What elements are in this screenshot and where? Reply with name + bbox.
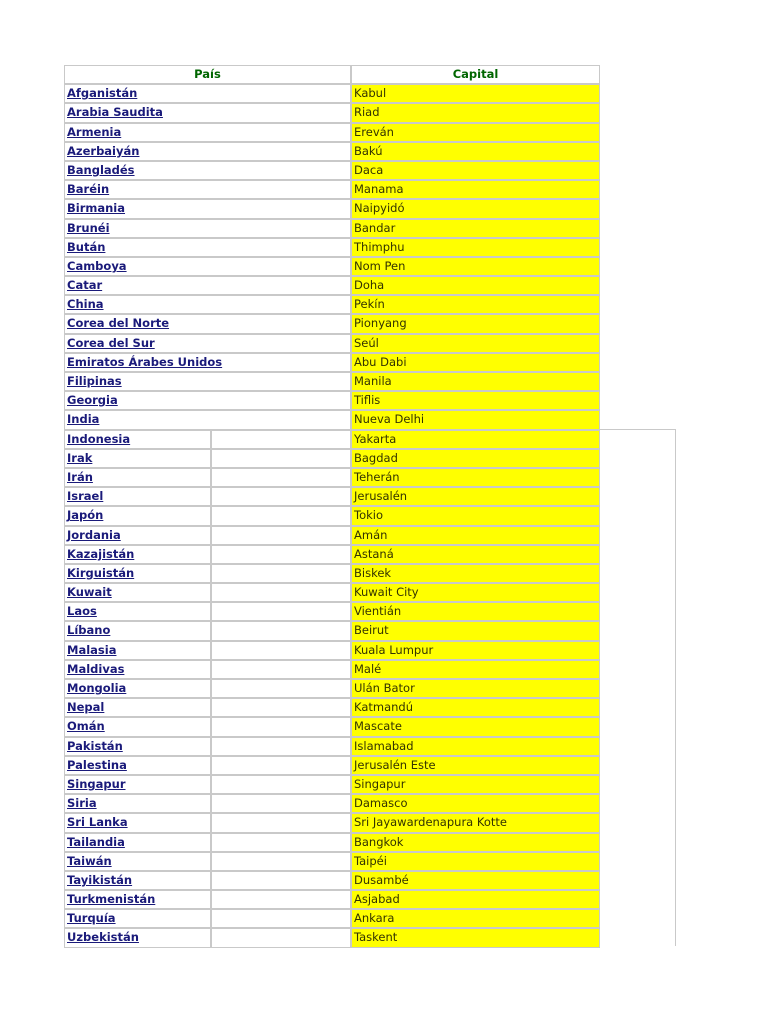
empty-cell (211, 430, 351, 449)
country-cell (64, 353, 351, 372)
country-cell (64, 276, 351, 295)
empty-cell (211, 775, 351, 794)
country-link[interactable]: Birmania (67, 201, 126, 216)
country-link[interactable]: China (67, 297, 104, 312)
country-cell (64, 219, 351, 238)
capital-cell: Naipyidó (351, 199, 600, 218)
capital-cell: Tokio (351, 506, 600, 525)
country-link[interactable]: Maldivas (67, 661, 125, 676)
table-row (64, 775, 600, 794)
country-link[interactable]: Palestina (67, 757, 127, 772)
country-cell (64, 334, 351, 353)
capital-cell: Riad (351, 103, 600, 122)
country-cell (64, 928, 211, 947)
country-link[interactable]: Uzbekistán (67, 930, 139, 945)
table-row (64, 295, 600, 314)
country-cell (64, 410, 351, 429)
country-link[interactable]: Catar (67, 278, 103, 293)
empty-cell (211, 564, 351, 583)
empty-cell (211, 545, 351, 564)
table-row (64, 506, 600, 525)
country-cell (64, 621, 211, 640)
capital-cell: Seúl (351, 334, 600, 353)
table-row (64, 353, 600, 372)
capital-cell: Islamabad (351, 737, 600, 756)
table-row (64, 314, 600, 333)
table-row (64, 813, 600, 832)
country-cell (64, 526, 211, 545)
country-cell (64, 602, 211, 621)
country-link[interactable]: Tailandia (67, 834, 125, 849)
country-link[interactable]: Sri Lanka (67, 815, 128, 830)
country-cell (64, 909, 211, 928)
capital-cell: Bangkok (351, 833, 600, 852)
table-row (64, 161, 600, 180)
capital-cell: Bakú (351, 142, 600, 161)
table-row (64, 928, 600, 947)
country-link[interactable]: Líbano (67, 623, 111, 638)
country-link[interactable]: Irán (67, 469, 93, 484)
country-link[interactable]: Nepal (67, 700, 105, 715)
country-cell (64, 583, 211, 602)
table-row (64, 871, 600, 890)
table-row (64, 717, 600, 736)
table-row (64, 602, 600, 621)
empty-cell (211, 871, 351, 890)
country-link[interactable]: Georgia (67, 393, 118, 408)
capital-cell: Thimphu (351, 238, 600, 257)
empty-cell (211, 526, 351, 545)
empty-cell (211, 487, 351, 506)
country-link[interactable]: Afganistán (67, 86, 138, 101)
country-cell (64, 660, 211, 679)
country-cell (64, 813, 211, 832)
country-link[interactable]: Laos (67, 604, 97, 619)
table-row (64, 84, 600, 103)
country-cell (64, 698, 211, 717)
table-header (64, 65, 600, 84)
country-cell (64, 717, 211, 736)
country-cell (64, 852, 211, 871)
table-row (64, 852, 600, 871)
empty-cell (211, 909, 351, 928)
country-link[interactable]: Irak (67, 450, 93, 465)
capital-cell: Tiflis (351, 391, 600, 410)
country-cell (64, 794, 211, 813)
capital-cell: Nom Pen (351, 257, 600, 276)
table-row (64, 890, 600, 909)
country-cell (64, 123, 351, 142)
table-row (64, 794, 600, 813)
table-row (64, 430, 600, 449)
empty-cell (211, 833, 351, 852)
capital-cell: Jerusalén (351, 487, 600, 506)
capital-cell: Teherán (351, 468, 600, 487)
table-row (64, 545, 600, 564)
capital-cell: Ulán Bator (351, 679, 600, 698)
country-link[interactable]: Arabia Saudita (67, 105, 163, 120)
capital-cell: Pionyang (351, 314, 600, 333)
table-row (64, 257, 600, 276)
country-link[interactable]: Japón (67, 508, 104, 523)
capital-cell: Malé (351, 660, 600, 679)
capital-cell: Taskent (351, 928, 600, 947)
country-link[interactable]: Indonesia (67, 431, 131, 446)
empty-cell (211, 506, 351, 525)
capital-cell: Kuala Lumpur (351, 641, 600, 660)
country-cell (64, 430, 211, 449)
table-row (64, 909, 600, 928)
table-row (64, 123, 600, 142)
country-link[interactable]: Mongolia (67, 681, 127, 695)
table-row (64, 833, 600, 852)
capital-cell: Yakarta (351, 430, 600, 449)
country-cell (64, 545, 211, 564)
table-row (64, 468, 600, 487)
country-link[interactable]: Tayikistán (67, 872, 133, 887)
country-link[interactable]: Camboya (67, 258, 127, 273)
capital-cell: Amán (351, 526, 600, 545)
header-country: País (64, 65, 351, 84)
country-cell (64, 564, 211, 583)
country-cell (64, 833, 211, 852)
capital-cell: Doha (351, 276, 600, 295)
country-link[interactable]: Corea del Norte (67, 316, 170, 331)
table-row (64, 737, 600, 756)
capital-cell: Mascate (351, 717, 600, 736)
capital-cell: Kabul (351, 84, 600, 103)
table-row (64, 219, 600, 238)
country-link[interactable]: Filipinas (67, 374, 122, 388)
country-link[interactable]: Baréin (67, 182, 110, 197)
country-link[interactable]: Corea del Sur (67, 335, 155, 350)
country-cell (64, 238, 351, 257)
capital-cell: Jerusalén Este (351, 756, 600, 775)
country-cell (64, 641, 211, 660)
country-cell (64, 487, 211, 506)
country-link[interactable]: Azerbaiyán (67, 143, 140, 158)
country-link[interactable]: Kirguistán (67, 565, 135, 580)
table-row (64, 391, 600, 410)
header-capital: Capital (351, 65, 600, 84)
country-link[interactable]: Taiwán (67, 853, 112, 868)
country-link[interactable]: Jordania (67, 527, 121, 542)
country-link[interactable]: Omán (67, 719, 105, 734)
country-link[interactable]: Malasia (67, 642, 117, 657)
capital-cell: Ereván (351, 123, 600, 142)
table-border-top (600, 429, 676, 430)
table-row (64, 142, 600, 161)
country-cell (64, 449, 211, 468)
table-row (64, 698, 600, 717)
empty-cell (211, 928, 351, 947)
table-row (64, 410, 600, 429)
country-cell (64, 257, 351, 276)
capital-cell: Sri Jayawardenapura Kotte (351, 813, 600, 832)
country-cell (64, 756, 211, 775)
country-cell (64, 775, 211, 794)
empty-cell (211, 621, 351, 640)
capital-cell: Katmandú (351, 698, 600, 717)
capital-cell: Kuwait City (351, 583, 600, 602)
table-row (64, 372, 600, 391)
empty-cell (211, 890, 351, 909)
empty-cell (211, 449, 351, 468)
capital-cell: Beirut (351, 621, 600, 640)
table-border-right (675, 429, 676, 946)
capital-cell: Pekín (351, 295, 600, 314)
table-row (64, 621, 600, 640)
country-cell (64, 468, 211, 487)
table-row (64, 679, 600, 698)
country-cell (64, 372, 351, 391)
capital-cell: Manama (351, 180, 600, 199)
table-row (64, 276, 600, 295)
country-link[interactable]: India (67, 412, 100, 427)
country-link[interactable]: Emiratos Árabes Unidos (67, 354, 223, 369)
capital-cell: Nueva Delhi (351, 410, 600, 429)
table-row (64, 180, 600, 199)
country-cell (64, 180, 351, 199)
country-link[interactable]: Pakistán (67, 738, 123, 753)
capital-cell: Ankara (351, 909, 600, 928)
capital-cell: Bandar (351, 219, 600, 238)
empty-cell (211, 794, 351, 813)
capital-cell: Vientián (351, 602, 600, 621)
table-row (64, 487, 600, 506)
empty-cell (211, 468, 351, 487)
empty-cell (211, 813, 351, 832)
empty-cell (211, 583, 351, 602)
country-link[interactable]: Bangladés (67, 162, 135, 177)
table-body (64, 84, 600, 947)
country-link[interactable]: Siria (67, 796, 97, 811)
country-link[interactable]: Armenia (67, 124, 122, 139)
table-row (64, 641, 600, 660)
empty-cell (211, 660, 351, 679)
country-link[interactable]: Israel (67, 489, 104, 504)
country-cell (64, 103, 351, 122)
capital-cell: Astaná (351, 545, 600, 564)
empty-cell (211, 737, 351, 756)
capital-cell: Daca (351, 161, 600, 180)
country-link[interactable]: Bután (67, 239, 106, 254)
country-cell (64, 506, 211, 525)
table-row (64, 334, 600, 353)
capital-cell: Asjabad (351, 890, 600, 909)
empty-cell (211, 602, 351, 621)
empty-cell (211, 717, 351, 736)
capital-cell: Biskek (351, 564, 600, 583)
capital-cell: Dusambé (351, 871, 600, 890)
table-row (64, 583, 600, 602)
empty-cell (211, 852, 351, 871)
capital-cell: Taipéi (351, 852, 600, 871)
country-capital-table (64, 65, 600, 948)
capital-cell: Singapur (351, 775, 600, 794)
country-link[interactable]: Kazajistán (67, 546, 135, 561)
country-link[interactable]: Turquía (67, 911, 116, 926)
country-link[interactable]: Kuwait (67, 585, 112, 600)
table-row (64, 199, 600, 218)
country-cell (64, 199, 351, 218)
country-cell (64, 314, 351, 333)
country-cell (64, 84, 351, 103)
empty-cell (211, 698, 351, 717)
capital-cell: Abu Dabi (351, 353, 600, 372)
country-link[interactable]: Turkmenistán (67, 892, 156, 907)
country-cell (64, 737, 211, 756)
country-cell (64, 890, 211, 909)
table-row (64, 526, 600, 545)
table-row (64, 756, 600, 775)
empty-cell (211, 679, 351, 698)
country-cell (64, 391, 351, 410)
country-cell (64, 871, 211, 890)
empty-cell (211, 641, 351, 660)
table-row (64, 103, 600, 122)
table-row (64, 564, 600, 583)
country-link[interactable]: Brunéi (67, 220, 110, 235)
capital-cell: Bagdad (351, 449, 600, 468)
table-row (64, 449, 600, 468)
capital-cell: Damasco (351, 794, 600, 813)
country-cell (64, 295, 351, 314)
table-row (64, 660, 600, 679)
country-cell (64, 161, 351, 180)
capital-cell: Manila (351, 372, 600, 391)
country-cell (64, 679, 211, 698)
table-row (64, 238, 600, 257)
country-cell (64, 142, 351, 161)
empty-cell (211, 756, 351, 775)
country-link[interactable]: Singapur (67, 776, 126, 791)
